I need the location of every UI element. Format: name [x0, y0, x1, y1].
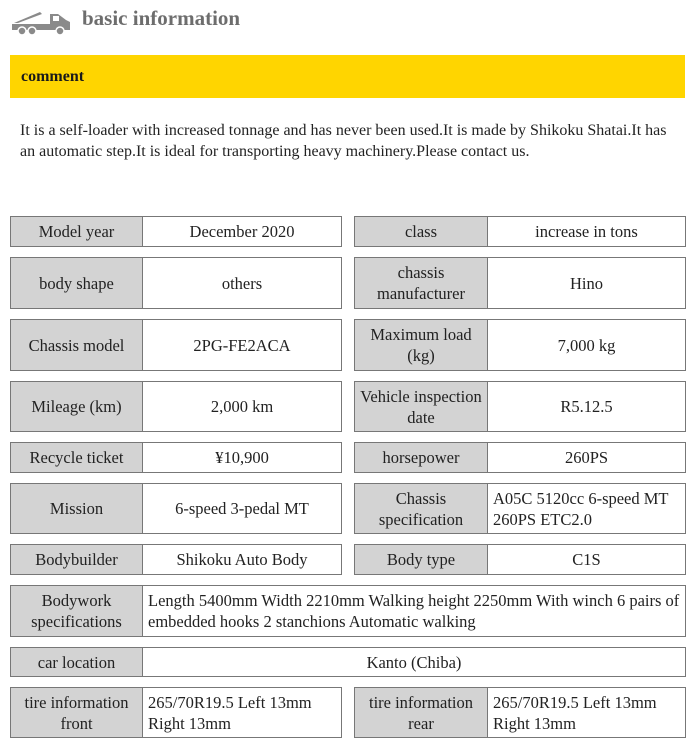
spec-value: R5.12.5 — [488, 382, 686, 432]
spec-value: Hino — [488, 258, 686, 309]
spec-row-model-year — [10, 216, 342, 247]
spec-row-tire-rear — [354, 687, 686, 738]
spec-row-chassis-manufacturer — [354, 257, 686, 309]
spec-value: 265/70R19.5 Left 13mm Right 13mm — [488, 688, 686, 738]
spec-value: 7,000 kg — [488, 320, 686, 371]
spec-label: Maximum load (kg) — [355, 320, 488, 371]
spec-row-mission — [10, 483, 342, 534]
spec-row-vehicle-inspection-date — [354, 381, 686, 432]
spec-value: 260PS — [488, 443, 686, 473]
spec-row-bodywork-specifications — [10, 585, 686, 637]
spec-label: horsepower — [355, 443, 488, 473]
spec-label: Bodybuilder — [11, 545, 143, 575]
spec-row-class — [354, 216, 686, 247]
spec-value: A05C 5120cc 6-speed MT 260PS ETC2.0 — [488, 484, 686, 534]
spec-row-body-shape — [10, 257, 342, 309]
spec-row-body-type — [354, 544, 686, 575]
page-title: basic information — [82, 6, 241, 30]
spec-label: tire information front — [11, 688, 143, 738]
spec-row-tire-front — [10, 687, 342, 738]
spec-value: 2PG-FE2ACA — [143, 320, 342, 371]
spec-value: increase in tons — [488, 217, 686, 247]
spec-row-mileage — [10, 381, 342, 432]
comment-label: comment — [21, 68, 85, 85]
spec-value: 265/70R19.5 Left 13mm Right 13mm — [143, 688, 342, 738]
spec-label: tire information rear — [355, 688, 488, 738]
section-header — [10, 4, 690, 38]
spec-row-bodybuilder — [10, 544, 342, 575]
spec-label: body shape — [11, 258, 143, 309]
spec-row-chassis-specification — [354, 483, 686, 534]
spec-label: chassis manufacturer — [355, 258, 488, 309]
spec-row-maximum-load — [354, 319, 686, 371]
spec-row-horsepower — [354, 442, 686, 473]
spec-value: Kanto (Chiba) — [143, 648, 686, 677]
spec-value: ¥10,900 — [143, 443, 342, 473]
spec-value: 6-speed 3-pedal MT — [143, 484, 342, 534]
spec-value: December 2020 — [143, 217, 342, 247]
comment-text: It is a self-loader with increased tonnage and has never been used.It is made by Shikoku Shatai.It has an automatic step.It is ideal for transporting heavy machinery.Please contact us. — [20, 122, 667, 160]
spec-value: others — [143, 258, 342, 309]
spec-label: Model year — [11, 217, 143, 247]
spec-label: Body type — [355, 545, 488, 575]
spec-label: Mission — [11, 484, 143, 534]
spec-label: Mileage (km) — [11, 382, 143, 432]
spec-value: Length 5400mm Width 2210mm Walking height 2250mm With winch 6 pairs of embedded hooks 2 stanchions Automatic walking — [143, 586, 686, 637]
comment-header — [10, 55, 685, 98]
spec-label: Chassis model — [11, 320, 143, 371]
spec-value: 2,000 km — [143, 382, 342, 432]
spec-value: C1S — [488, 545, 686, 575]
truck-icon — [10, 4, 72, 36]
spec-label: Recycle ticket — [11, 443, 143, 473]
spec-row-car-location — [10, 647, 686, 677]
spec-label: class — [355, 217, 488, 247]
spec-label: Vehicle inspection date — [355, 382, 488, 432]
spec-row-chassis-model — [10, 319, 342, 371]
spec-label: car location — [11, 648, 143, 677]
spec-row-recycle-ticket — [10, 442, 342, 473]
spec-label: Chassis specification — [355, 484, 488, 534]
spec-value: Shikoku Auto Body — [143, 545, 342, 575]
spec-label: Bodywork specifications — [11, 586, 143, 637]
